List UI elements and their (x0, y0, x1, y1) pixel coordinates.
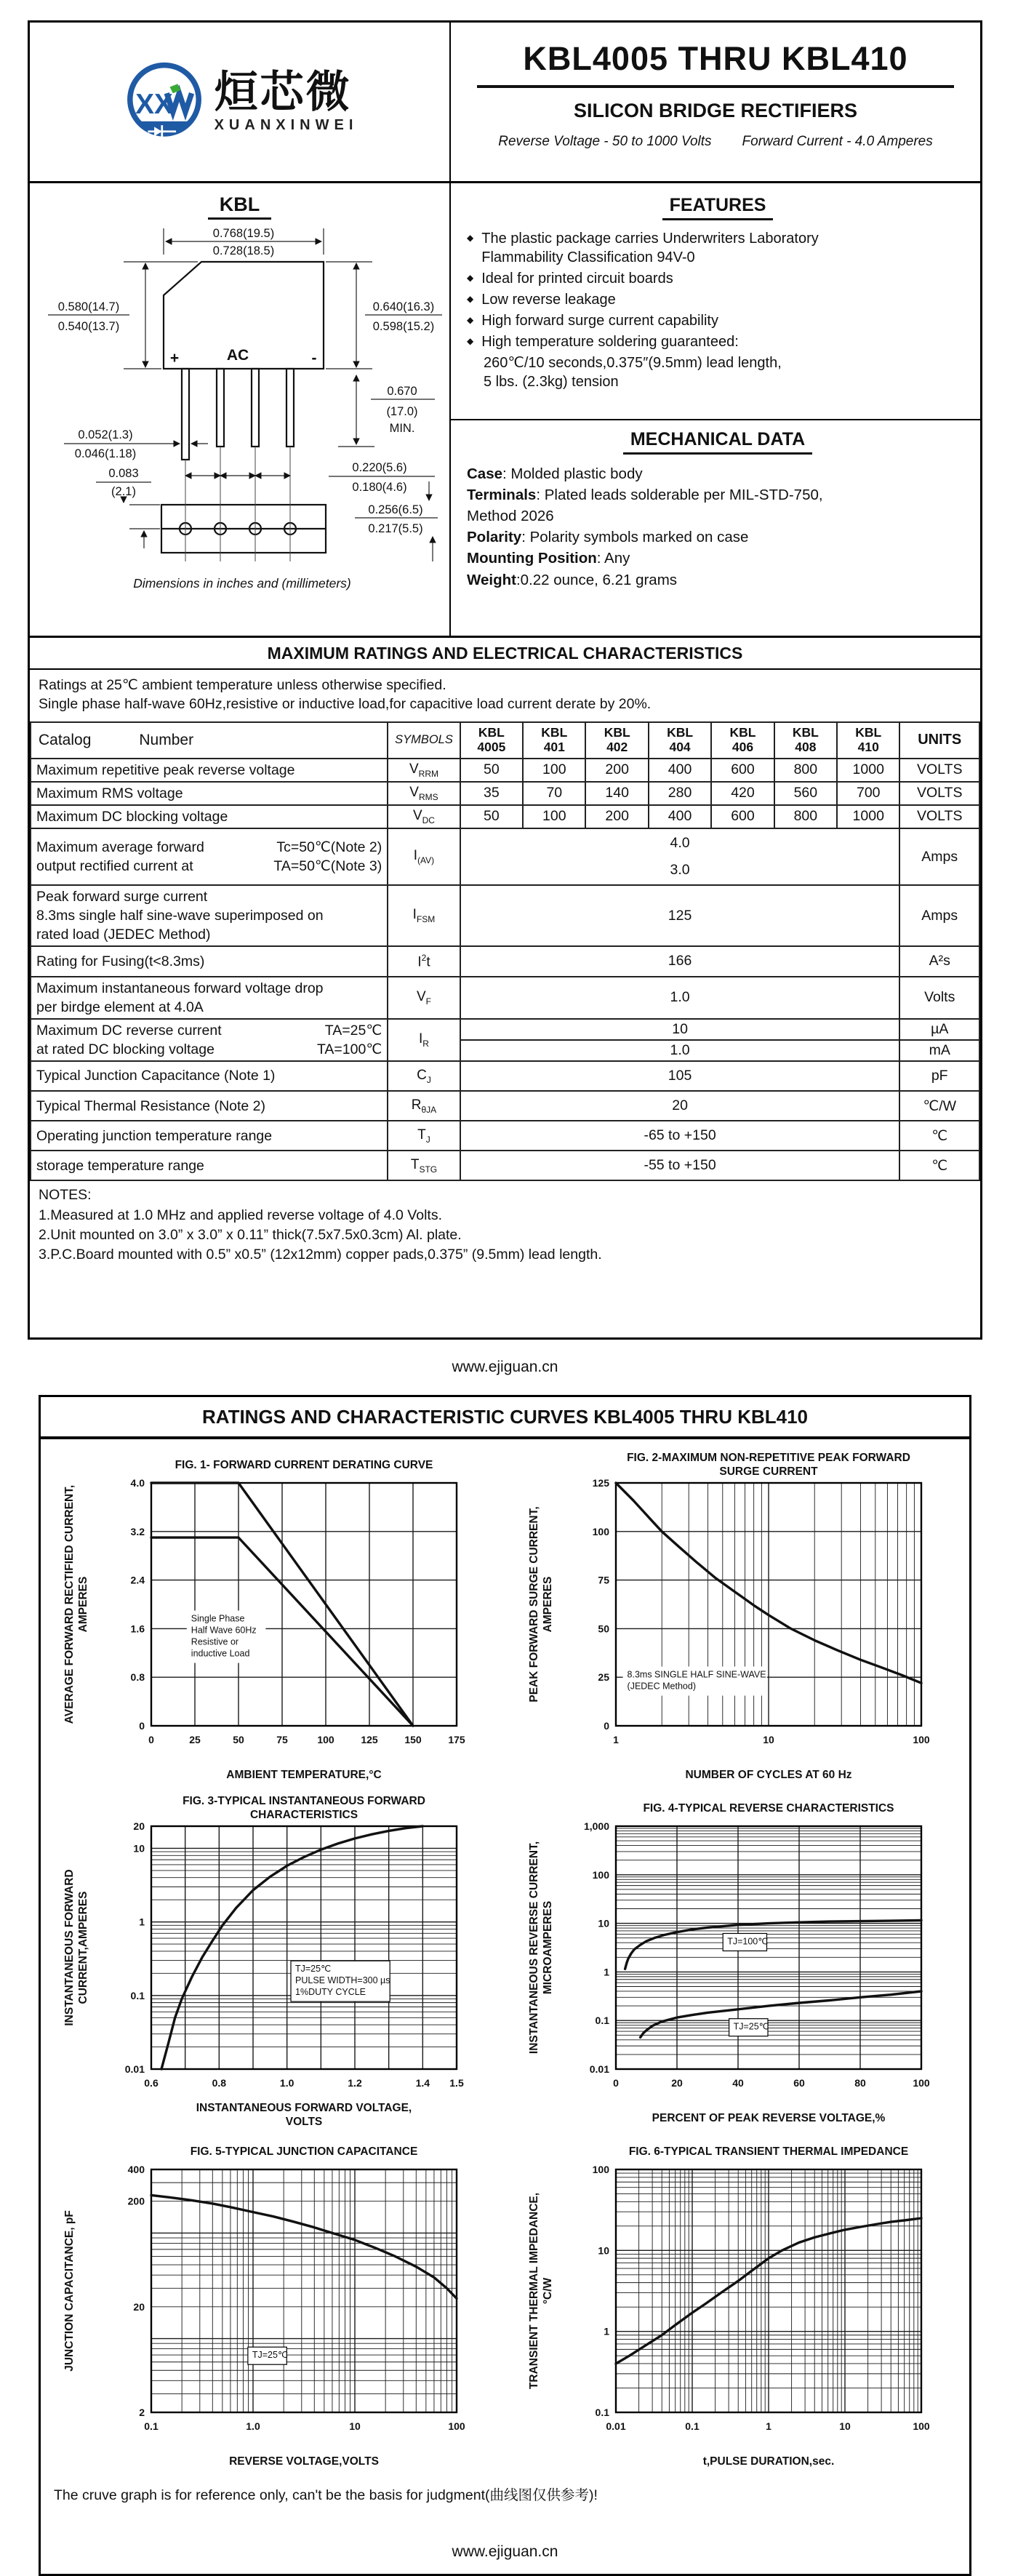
svg-text:50: 50 (233, 1734, 245, 1746)
ratings-tagline (451, 134, 980, 150)
svg-text:FIG. 6-TYPICAL TRANSIENT THERM: FIG. 6-TYPICAL TRANSIENT THERMAL IMPEDANCE (628, 2145, 908, 2159)
svg-text:100: 100 (913, 2420, 930, 2433)
svg-text:1: 1 (139, 1916, 145, 1928)
svg-text:125: 125 (592, 1477, 609, 1489)
svg-text:(JEDEC Method): (JEDEC Method) (627, 1681, 696, 1692)
table-cell: ℃/W (899, 1091, 979, 1121)
table-cell: 1.0 (460, 1040, 900, 1061)
dim-pitch-min: 0.180(4.6) (351, 481, 407, 494)
fig6-cell (512, 2136, 963, 2479)
svg-text:20: 20 (133, 1820, 145, 1833)
svg-text:REVERSE VOLTAGE,VOLTS: REVERSE VOLTAGE,VOLTS (229, 2455, 380, 2468)
table-cell: Rating for Fusing(t<8.3ms) (31, 946, 388, 976)
svg-text:TRANSIENT THERMAL IMPEDANCE,: TRANSIENT THERMAL IMPEDANCE, (527, 2193, 540, 2390)
mechanical-data-line: Terminals: Plated leads solderable per MIL-STD-750, (467, 487, 823, 504)
ratings-condition-1: Ratings at 25℃ ambient temperature unless otherwise specified. (39, 677, 446, 693)
table-row (31, 1121, 979, 1151)
table-cell: 70 (523, 782, 585, 805)
brand-name-chinese: 烜芯微 (214, 67, 352, 118)
dim-lead-width-max: 0.052(1.3) (77, 428, 133, 441)
svg-text:3.2: 3.2 (130, 1526, 145, 1538)
svg-text:FIG. 5-TYPICAL JUNCTION CAPACI: FIG. 5-TYPICAL JUNCTION CAPACITANCE (190, 2145, 418, 2159)
diamond-bullet-icon: ◆ (467, 315, 474, 325)
table-cell: 700 (837, 782, 899, 805)
svg-text:PERCENT OF PEAK REVERSE VOLTAG: PERCENT OF PEAK REVERSE VOLTAGE,% (652, 2112, 886, 2125)
svg-text:8.3ms SINGLE HALF SINE-WAVE: 8.3ms SINGLE HALF SINE-WAVE (627, 1669, 766, 1680)
svg-text:20: 20 (133, 2301, 145, 2313)
table-cell: Maximum DC reverse current TA=25℃ at rated DC blocking voltage TA=100℃ (31, 1019, 388, 1061)
table-row (31, 782, 979, 805)
dim-left-min: 0.540(13.7) (57, 320, 119, 333)
svg-text:1: 1 (765, 2420, 771, 2433)
notes-section (30, 1181, 980, 1337)
table-cell: Operating junction temperature range (31, 1121, 388, 1151)
svg-text:1,000: 1,000 (583, 1820, 609, 1833)
svg-text:10: 10 (838, 2420, 851, 2433)
svg-text:125: 125 (361, 1734, 378, 1746)
svg-text:60: 60 (793, 2077, 805, 2089)
diamond-bullet-icon: ◆ (467, 336, 474, 346)
dim-offset-mm: (2.1) (111, 485, 136, 498)
diamond-bullet-icon: ◆ (467, 273, 474, 283)
table-cell: Maximum average forward Tc=50℃(Note 2) output rectified current at TA=50℃(Note 3) (31, 828, 388, 885)
svg-text:0.1: 0.1 (130, 1990, 145, 2002)
svg-text:2.4: 2.4 (130, 1574, 145, 1586)
table-cell: VOLTS (899, 759, 979, 782)
svg-text:25: 25 (598, 1671, 609, 1684)
mechanical-data-line: Case: Molded plastic body (467, 465, 643, 482)
title-block (451, 23, 980, 181)
units-header: UNITS (899, 722, 979, 759)
diamond-bullet-icon: ◆ (467, 233, 474, 243)
svg-text:10: 10 (762, 1734, 774, 1746)
table-cell: 20 (460, 1091, 900, 1121)
table-cell: 4.0 3.0 (460, 828, 900, 885)
svg-text:FIG. 4-TYPICAL REVERSE CHARACT: FIG. 4-TYPICAL REVERSE CHARACTERISTICS (643, 1802, 894, 1815)
table-cell: $I_{FSM}$ (388, 885, 460, 946)
table-cell: ℃ (899, 1121, 979, 1151)
table-cell: $C_J$ (388, 1061, 460, 1091)
symbols-header: SYMBOLS (388, 722, 460, 759)
mechanical-heading: MECHANICAL DATA (623, 429, 812, 455)
svg-text:°C/W: °C/W (541, 2278, 554, 2305)
svg-text:1.4: 1.4 (415, 2077, 430, 2089)
website-link[interactable]: www.ejiguan.cn (452, 1359, 558, 1376)
fig5-chart (58, 2136, 487, 2478)
svg-text:XX: XX (135, 89, 173, 121)
table-row (31, 885, 979, 946)
table-row (31, 946, 979, 976)
svg-text:FIG. 1- FORWARD CURRENT DERATI: FIG. 1- FORWARD CURRENT DERATING CURVE (175, 1459, 433, 1472)
fig1-chart (58, 1449, 487, 1791)
svg-text:CURRENT,AMPERES: CURRENT,AMPERES (77, 1891, 90, 2004)
svg-text:PEAK FORWARD SURGE CURRENT,: PEAK FORWARD SURGE CURRENT, (527, 1506, 540, 1703)
fig5-cell (47, 2136, 498, 2479)
svg-text:75: 75 (598, 1574, 609, 1586)
table-cell: A²s (899, 946, 979, 976)
brand-name-english: XUANXINWEI (214, 117, 358, 133)
mechanical-data-line: Mounting Position: Any (467, 550, 630, 567)
model-column-header: KBL 4005 (460, 722, 523, 759)
table-cell: 10 (460, 1019, 900, 1040)
svg-text:AVERAGE FORWARD RECTIFIED CURR: AVERAGE FORWARD RECTIFIED CURRENT, (63, 1485, 76, 1724)
svg-text:10: 10 (349, 2420, 361, 2433)
dim-offset: 0.083 (108, 467, 139, 480)
table-header-row (31, 722, 979, 759)
mechanical-data-line: Polarity: Polarity symbols marked on case (467, 529, 749, 546)
svg-text:25: 25 (189, 1734, 201, 1746)
svg-text:TJ=25℃: TJ=25℃ (252, 2350, 289, 2361)
svg-text:TJ=25℃: TJ=25℃ (733, 2021, 769, 2032)
table-row (31, 805, 979, 828)
svg-text:0: 0 (603, 1720, 609, 1732)
dim-bottom-min: 0.217(5.5) (367, 522, 423, 535)
fig6-chart (523, 2136, 952, 2478)
ratings-table-title: MAXIMUM RATINGS AND ELECTRICAL CHARACTERISTICS (30, 638, 980, 670)
model-column-header: KBL 402 (585, 722, 648, 759)
feature-item: ◆ The plastic package carries Underwriters Laboratory Flammability Classification 94V-0 (467, 231, 819, 265)
table-cell: 1.0 (460, 977, 900, 1019)
dim-bottom-max: 0.256(6.5) (367, 503, 423, 516)
svg-text:1.0: 1.0 (246, 2420, 260, 2433)
note-2: 2.Unit mounted on 3.0” x 3.0” x 0.11” thick(7.5x7.5x0.3cm) Al. plate. (39, 1226, 462, 1243)
fig4-curve-TJ=25C (640, 1991, 921, 2037)
svg-text:NUMBER OF CYCLES AT 60 Hz: NUMBER OF CYCLES AT 60 Hz (685, 1769, 852, 1782)
table-cell: 125 (460, 885, 900, 946)
model-column-header: KBL 401 (523, 722, 585, 759)
title-underline (477, 85, 953, 88)
table-cell: Maximum repetitive peak reverse voltage (31, 759, 388, 782)
table-row (31, 1151, 979, 1180)
svg-text:75: 75 (276, 1734, 289, 1746)
svg-text:TJ=100℃: TJ=100℃ (726, 1936, 769, 1947)
ac-terminal-mark: AC (226, 347, 249, 364)
svg-text:10: 10 (598, 1917, 609, 1929)
dim-top-max: 0.768(19.5) (212, 227, 274, 240)
features-heading: FEATURES (662, 195, 774, 220)
fig2-chart (523, 1449, 952, 1791)
svg-text:Resistive or: Resistive or (191, 1636, 239, 1647)
svg-text:0.8: 0.8 (130, 1671, 145, 1684)
mechanical-data-section (451, 420, 980, 636)
svg-text:INSTANTANEOUS FORWARD VOLTAGE,: INSTANTANEOUS FORWARD VOLTAGE, (196, 2102, 412, 2115)
mechanical-data-line: Method 2026 (467, 508, 554, 525)
svg-text:t,PULSE DURATION,sec.: t,PULSE DURATION,sec. (702, 2455, 835, 2468)
table-cell: Volts (899, 977, 979, 1019)
fig1-cell (47, 1449, 498, 1793)
dim-lead-length-min: MIN. (389, 422, 414, 435)
package-outline-section (30, 183, 451, 636)
table-cell: $V_{DC}$ (388, 805, 460, 828)
svg-text:100: 100 (913, 2077, 930, 2089)
svg-text:Single Phase: Single Phase (191, 1613, 245, 1624)
package-name: KBL (208, 193, 272, 220)
reverse-voltage-range: Reverse Voltage - 50 to 1000 Volts (498, 134, 712, 149)
table-cell: $V_{RRM}$ (388, 759, 460, 782)
model-column-header: KBL 404 (649, 722, 711, 759)
svg-text:inductive Load: inductive Load (191, 1648, 250, 1659)
svg-text:0.01: 0.01 (125, 2063, 145, 2076)
svg-text:100: 100 (592, 1869, 609, 1881)
svg-text:1.0: 1.0 (280, 2077, 294, 2089)
table-cell: 1000 (837, 805, 899, 828)
table-cell: 400 (649, 759, 711, 782)
svg-text:50: 50 (598, 1623, 609, 1635)
mechanical-data-line: Weight:0.22 ounce, 6.21 grams (467, 571, 678, 588)
svg-text:JUNCTION CAPACITANCE, pF: JUNCTION CAPACITANCE, pF (63, 2210, 76, 2372)
table-cell: -65 to +150 (460, 1121, 900, 1151)
datasheet-page-2 (39, 1395, 971, 2576)
table-cell: 600 (711, 759, 774, 782)
table-cell: 560 (774, 782, 837, 805)
svg-text:0.1: 0.1 (144, 2420, 159, 2433)
curves-disclaimer: The cruve graph is for reference only, can't be the basis for judgment(曲线图仅供参考)! (54, 2487, 598, 2504)
features-section (451, 183, 980, 420)
table-cell: 200 (585, 805, 648, 828)
svg-text:TJ=25℃: TJ=25℃ (295, 1964, 332, 1975)
fig4-chart (523, 1793, 952, 2135)
dim-right-min: 0.598(15.2) (372, 320, 434, 333)
dim-left-max: 0.580(14.7) (57, 300, 119, 313)
svg-text:80: 80 (854, 2077, 866, 2089)
table-cell: 105 (460, 1061, 900, 1091)
table-cell: mA (899, 1040, 979, 1061)
table-cell: 100 (523, 759, 585, 782)
svg-text:100: 100 (913, 1734, 930, 1746)
svg-text:FIG. 2-MAXIMUM NON-REPETITIVE: FIG. 2-MAXIMUM NON-REPETITIVE PEAK FORWARD (626, 1452, 910, 1465)
svg-text:10: 10 (133, 1842, 145, 1855)
svg-text:AMPERES: AMPERES (77, 1576, 90, 1633)
table-cell: storage temperature range (31, 1151, 388, 1180)
fig3-cell (47, 1793, 498, 2136)
curves-section-title: RATINGS AND CHARACTERISTIC CURVES KBL4005 THRU KBL410 (41, 1397, 969, 1439)
svg-text:40: 40 (732, 2077, 744, 2089)
svg-text:200: 200 (127, 2195, 145, 2207)
table-cell: 200 (585, 759, 648, 782)
table-cell: 600 (711, 805, 774, 828)
mechanical-list (467, 463, 969, 591)
table-cell: Amps (899, 828, 979, 885)
svg-text:0.6: 0.6 (144, 2077, 159, 2089)
ratings-table (30, 721, 980, 1182)
svg-text:MICROAMPERES: MICROAMPERES (541, 1901, 554, 1995)
svg-text:PULSE WIDTH=300 µs: PULSE WIDTH=300 µs (295, 1975, 390, 1986)
ratings-conditions (30, 670, 980, 721)
svg-text:0: 0 (139, 1720, 145, 1732)
fig2-cell (512, 1449, 963, 1793)
dim-right-max: 0.640(16.3) (372, 300, 434, 313)
table-cell: $V_{RMS}$ (388, 782, 460, 805)
svg-text:0.01: 0.01 (589, 2063, 609, 2076)
diamond-bullet-icon: ◆ (467, 294, 474, 304)
feature-detail-line: 260℃/10 seconds,0.375″(9.5mm) lead length, (484, 355, 782, 371)
model-column-header: KBL 410 (837, 722, 899, 759)
svg-text:INSTANTANEOUS REVERSE CURRENT,: INSTANTANEOUS REVERSE CURRENT, (527, 1841, 540, 2055)
svg-text:SURGE CURRENT: SURGE CURRENT (719, 1465, 818, 1479)
svg-text:FIG. 3-TYPICAL INSTANTANEOUS F: FIG. 3-TYPICAL INSTANTANEOUS FORWARD (183, 1795, 426, 1808)
table-cell: Peak forward surge current 8.3ms single half sine-wave superimposed on rated load (JEDEC Method) (31, 885, 388, 946)
svg-text:1%DUTY CYCLE: 1%DUTY CYCLE (295, 1987, 366, 1998)
fig3-curve-vf (161, 1826, 422, 2069)
plus-terminal-mark: + (169, 350, 179, 367)
datasheet-page-1 (28, 20, 982, 1340)
svg-text:CHARACTERISTICS: CHARACTERISTICS (250, 1809, 358, 1822)
svg-text:0.1: 0.1 (595, 2015, 609, 2027)
catalog-number-header: Catalog Number (31, 722, 388, 759)
table-cell: pF (899, 1061, 979, 1091)
feature-item: ◆ High temperature soldering guaranteed: (467, 334, 739, 350)
table-cell: $I^2t$ (388, 946, 460, 976)
table-cell: 800 (774, 805, 837, 828)
svg-text:175: 175 (448, 1734, 465, 1746)
table-cell: Maximum RMS voltage (31, 782, 388, 805)
svg-text:0: 0 (612, 2077, 619, 2089)
table-cell: $I_R$ (388, 1019, 460, 1061)
notes-heading: NOTES: (39, 1187, 92, 1204)
table-row (31, 828, 979, 885)
company-logo-icon (121, 59, 207, 145)
svg-text:4.0: 4.0 (130, 1477, 145, 1489)
features-list (467, 229, 969, 391)
svg-text:Half Wave 60Hz: Half Wave 60Hz (191, 1625, 257, 1636)
website-link-bottom[interactable]: www.ejiguan.cn (452, 2543, 558, 2561)
svg-text:100: 100 (592, 1526, 609, 1538)
feature-detail-line: 5 lbs. (2.3kg) tension (484, 374, 619, 390)
table-cell: $R_{\theta JA}$ (388, 1091, 460, 1121)
svg-text:1: 1 (612, 1734, 619, 1746)
svg-text:2: 2 (139, 2407, 145, 2419)
feature-item: ◆ Ideal for printed circuit boards (467, 271, 673, 287)
table-row (31, 1019, 979, 1040)
dim-top-min: 0.728(18.5) (212, 244, 274, 257)
brand-area (30, 23, 451, 181)
dim-lead-length: 0.670 (386, 385, 417, 398)
svg-text:10: 10 (598, 2244, 609, 2257)
table-cell: 35 (460, 782, 523, 805)
table-row (31, 759, 979, 782)
note-3: 3.P.C.Board mounted with 0.5” x0.5” (12x12mm) copper pads,0.375” (9.5mm) lead length. (39, 1247, 602, 1263)
svg-text:100: 100 (448, 2420, 465, 2433)
fig3-chart (58, 1793, 487, 2135)
table-cell: 140 (585, 782, 648, 805)
table-cell: 100 (523, 805, 585, 828)
svg-text:VOLTS: VOLTS (285, 2116, 323, 2129)
svg-text:0.8: 0.8 (212, 2077, 227, 2089)
table-cell: VOLTS (899, 805, 979, 828)
table-cell: Maximum instantaneous forward voltage drop per birdge element at 4.0A (31, 977, 388, 1019)
table-cell: Amps (899, 885, 979, 946)
part-number-title: KBL4005 THRU KBL410 (523, 40, 908, 77)
table-cell: Typical Thermal Resistance (Note 2) (31, 1091, 388, 1121)
svg-text:20: 20 (670, 2077, 683, 2089)
device-type-subtitle: SILICON BRIDGE RECTIFIERS (573, 100, 858, 121)
table-cell: ℃ (899, 1151, 979, 1180)
package-body-outline (161, 262, 326, 553)
table-cell: 280 (649, 782, 711, 805)
header (30, 23, 980, 183)
table-row (31, 1091, 979, 1121)
forward-current-rating: Forward Current - 4.0 Amperes (742, 134, 933, 149)
dim-lead-width-min: 0.046(1.18) (74, 447, 136, 460)
note-1: 1.Measured at 1.0 MHz and applied reverse voltage of 4.0 Volts. (39, 1207, 442, 1223)
package-drawing (36, 220, 444, 601)
svg-text:100: 100 (317, 1734, 334, 1746)
table-cell: $V_F$ (388, 977, 460, 1019)
ratings-condition-2: Single phase half-wave 60Hz,resistive or inductive load,for capacitive load current derate by 20%. (39, 696, 652, 713)
dim-lead-length-mm: (17.0) (385, 405, 418, 418)
table-cell: 420 (711, 782, 774, 805)
svg-text:1: 1 (603, 2325, 609, 2337)
table-cell: 50 (460, 805, 523, 828)
model-column-header: KBL 408 (774, 722, 837, 759)
svg-text:INSTANTANEOUS FORWARD: INSTANTANEOUS FORWARD (63, 1869, 76, 2026)
svg-text:1.6: 1.6 (130, 1623, 145, 1635)
svg-text:400: 400 (127, 2164, 145, 2176)
svg-text:1.2: 1.2 (348, 2077, 362, 2089)
table-cell: 166 (460, 946, 900, 976)
minus-terminal-mark: - (311, 350, 316, 367)
table-cell: 50 (460, 759, 523, 782)
charts-grid (41, 1449, 969, 2479)
table-cell: 800 (774, 759, 837, 782)
fig4-cell (512, 1793, 963, 2136)
svg-text:0: 0 (148, 1734, 155, 1746)
table-cell: -55 to +150 (460, 1151, 900, 1180)
drawing-caption: Dimensions in inches and (millimeters) (132, 576, 351, 591)
svg-text:AMPERES: AMPERES (541, 1576, 554, 1633)
table-cell: µA (899, 1019, 979, 1040)
table-row (31, 1061, 979, 1091)
fig5-curve-cj (151, 2196, 457, 2299)
svg-text:0.01: 0.01 (606, 2420, 626, 2433)
table-cell: 400 (649, 805, 711, 828)
feature-item: ◆ High forward surge current capability (467, 313, 718, 329)
svg-text:AMBIENT TEMPERATURE,°C: AMBIENT TEMPERATURE,°C (226, 1769, 382, 1782)
svg-text:0.1: 0.1 (685, 2420, 700, 2433)
table-cell: Typical Junction Capacitance (Note 1) (31, 1061, 388, 1091)
svg-text:1.5: 1.5 (449, 2077, 464, 2089)
table-cell: $I_{(AV)}$ (388, 828, 460, 885)
svg-text:0.1: 0.1 (595, 2407, 609, 2419)
feature-item: ◆ Low reverse leakage (467, 292, 616, 308)
dim-pitch-max: 0.220(5.6) (351, 461, 407, 474)
table-cell: $T_{STG}$ (388, 1151, 460, 1180)
fig4-curve-TJ=100C (625, 1921, 921, 1969)
table-cell: 1000 (837, 759, 899, 782)
svg-text:150: 150 (404, 1734, 422, 1746)
model-column-header: KBL 406 (711, 722, 774, 759)
table-cell: $T_J$ (388, 1121, 460, 1151)
table-row (31, 977, 979, 1019)
svg-text:100: 100 (592, 2164, 609, 2176)
table-cell: Maximum DC blocking voltage (31, 805, 388, 828)
svg-text:1: 1 (603, 1966, 609, 1978)
table-cell: VOLTS (899, 782, 979, 805)
